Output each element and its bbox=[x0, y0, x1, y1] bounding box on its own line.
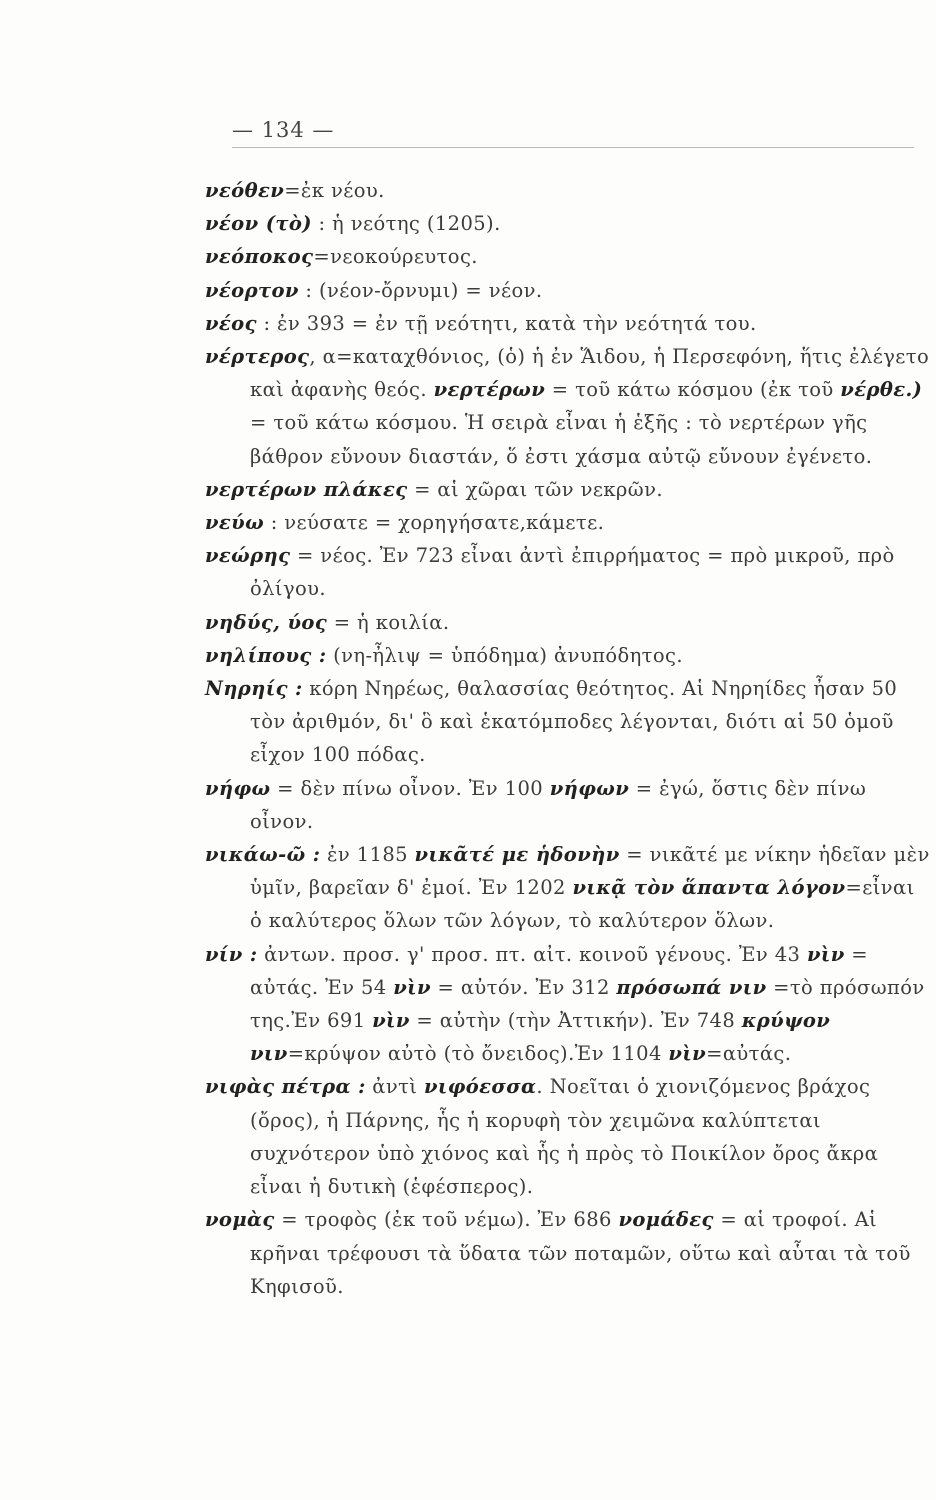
definition-text: = νικᾶτέ με νίκην ἡδεῖαν μὲν ὑμῖν, βαρεῖαν δ' ἐμοί. Ἐν 1202 bbox=[250, 843, 930, 900]
definition-text: = αὐτάς. Ἐν 54 bbox=[250, 942, 869, 999]
definition-text: : ἐν 393 = ἐν τῇ νεότητι, κατὰ τὴν νεότητά του. bbox=[256, 311, 757, 335]
headword: νὶν bbox=[372, 1009, 410, 1033]
glossary-entry bbox=[205, 539, 930, 605]
definition-text: = δὲν πίνω οἶνον. Ἐν 100 bbox=[270, 776, 550, 800]
definition-text: κόρη Νηρέως, θαλασσίας θεότητος. Αἱ Νηρηίδες ἦσαν 50 τὸν ἀριθμόν, δι' ὃ καὶ ἑκατόμποδες λέγονται, διότι αἱ 50 ὁμοῦ εἶχον 100 πόδας. bbox=[250, 677, 898, 767]
headword: νιφόεσσα bbox=[423, 1075, 537, 1099]
headword: νεόθεν bbox=[205, 179, 285, 202]
definition-text: ἀντὶ bbox=[365, 1075, 424, 1099]
definition-text: , α=καταχθόνιος, (ὁ) ἡ ἐν Ἅιδου, ἡ Περσεφόνη, ἥτις ἐλέγετο καὶ ἀφανὴς θεός. bbox=[250, 345, 930, 402]
definition-text: = αὐτὴν (τὴν Ἀττικήν). Ἐν 748 bbox=[409, 1009, 742, 1033]
headword: κρύψον νιν bbox=[250, 1009, 831, 1066]
headword: νερτέρων πλάκες bbox=[205, 477, 408, 501]
headword: νομάδες bbox=[618, 1208, 714, 1232]
headword: νὶν bbox=[806, 942, 845, 966]
glossary-entry bbox=[205, 274, 930, 307]
headword: νέον (τὸ) bbox=[205, 212, 312, 236]
glossary-entry bbox=[205, 506, 930, 539]
headword: νέορτον bbox=[205, 278, 299, 302]
glossary-entry bbox=[205, 772, 930, 838]
header-rule bbox=[232, 147, 914, 148]
definition-text: =νεοκούρευτος. bbox=[313, 245, 478, 269]
definition-text: = αἱ χῶραι τῶν νεκρῶν. bbox=[407, 477, 663, 501]
glossary-entry bbox=[205, 207, 930, 240]
definition-text: = αἱ τροφοί. Αἱ κρῆναι τρέφουσι τὰ ὕδατα τῶν ποταμῶν, οὕτω καὶ αὗται τὰ τοῦ Κηφισοῦ. bbox=[250, 1208, 911, 1298]
definition-text: = τοῦ κάτω κόσμου. Ἡ σειρὰ εἶναι ἡ ἑξῆς : τὸ νερτέρων γῆς βάθρον εὔνουν διαστάν, ὅ ἐστι χάσμα αὐτῷ εὔνουν ἐγένετο. bbox=[250, 411, 873, 468]
glossary-entry bbox=[205, 307, 930, 340]
headword: νεόποκος bbox=[205, 245, 314, 269]
page-number: — 134 — bbox=[232, 118, 335, 142]
headword: νέρτερος bbox=[205, 345, 310, 369]
glossary-entry bbox=[205, 1203, 930, 1303]
headword: νὶν bbox=[668, 1042, 707, 1066]
headword: νεώρης bbox=[205, 544, 291, 568]
headword: νέρθε.) bbox=[840, 378, 923, 402]
definition-text: = ἐγώ, ὅστις δὲν πίνω οἶνον. bbox=[250, 776, 867, 833]
definition-text: : ἡ νεότης (1205). bbox=[311, 212, 501, 236]
glossary-entries bbox=[205, 174, 930, 1303]
definition-text: =εἶναι ὁ καλύτερος ὅλων τῶν λόγων, τὸ καλύτερον ὅλων. bbox=[250, 876, 915, 933]
glossary-entry bbox=[205, 672, 930, 772]
glossary-entry bbox=[205, 639, 930, 672]
glossary-entry bbox=[205, 1070, 930, 1203]
headword: νικᾷ τὸν ἅπαντα λόγον bbox=[572, 876, 846, 900]
definition-text: ἐν 1185 bbox=[320, 843, 415, 867]
headword: νηλίπους : bbox=[205, 643, 327, 667]
headword: νὶν bbox=[393, 975, 431, 999]
glossary-entry bbox=[205, 240, 930, 273]
definition-text: =τὸ πρόσωπόν της.Ἐν 691 bbox=[250, 975, 925, 1033]
glossary-entry bbox=[205, 174, 930, 207]
definition-text: = νέος. Ἐν 723 εἶναι ἀντὶ ἐπιρρήματος = πρὸ μικροῦ, πρὸ ὀλίγου. bbox=[250, 544, 895, 601]
definition-text: =αὐτάς. bbox=[706, 1042, 792, 1066]
glossary-entry bbox=[205, 473, 930, 506]
headword: νίν : bbox=[205, 942, 258, 966]
headword: νήφω bbox=[205, 776, 271, 800]
definition-text: . Νοεῖται ὁ χιονιζόμενος βράχος (ὄρος), ἡ Πάρνης, ἧς ἡ κορυφὴ τὸν χειμῶνα καλύπτεται συχνότερον ὑπὸ χιόνος καὶ ἧς ἡ πρὸς τὸ Ποικίλον ὄρος ἄκρα εἶναι ἡ δυτικὴ (ἑφέσπερος). bbox=[250, 1075, 879, 1199]
headword: νικᾶτέ με ἡδονὴν bbox=[414, 843, 620, 867]
headword: νερτέρων bbox=[433, 378, 546, 402]
headword: νεύω bbox=[205, 511, 265, 535]
headword: Νηρηίς : bbox=[205, 677, 303, 701]
glossary-entry bbox=[205, 938, 930, 1071]
headword: νέος bbox=[205, 311, 257, 335]
headword: νιφὰς πέτρα : bbox=[205, 1075, 366, 1099]
definition-text: = τοῦ κάτω κόσμου (ἐκ τοῦ bbox=[545, 378, 841, 402]
definition-text: =ἐκ νέου. bbox=[284, 179, 385, 202]
headword: πρόσωπά νιν bbox=[616, 975, 767, 999]
glossary-entry bbox=[205, 340, 930, 473]
headword: νομὰς bbox=[205, 1208, 275, 1232]
headword: νηδύς, ύος bbox=[205, 610, 328, 634]
definition-text: : νεύσατε = χορηγήσατε,κάμετε. bbox=[264, 511, 605, 535]
glossary-entry bbox=[205, 606, 930, 639]
definition-text: = ἡ κοιλία. bbox=[327, 610, 450, 634]
definition-text: : (νέον-ὄρνυμι) = νέον. bbox=[298, 278, 543, 302]
definition-text: (νη-ἦλιψ = ὑπόδημα) ἀνυπόδητος. bbox=[326, 643, 683, 667]
definition-text: =κρύψον αὐτὸ (τὸ ὄνειδος).Ἐν 1104 bbox=[287, 1042, 669, 1066]
definition-text: = αὐτόν. Ἐν 312 bbox=[430, 975, 617, 999]
definition-text: = τροφὸς (ἐκ τοῦ νέμω). Ἐν 686 bbox=[274, 1208, 619, 1232]
definition-text: ἀντων. προσ. γ' προσ. πτ. αἰτ. κοινοῦ γένους. Ἐν 43 bbox=[257, 942, 807, 966]
glossary-entry bbox=[205, 838, 930, 938]
headword: νήφων bbox=[549, 776, 630, 800]
headword: νικάω-ῶ : bbox=[205, 843, 321, 867]
